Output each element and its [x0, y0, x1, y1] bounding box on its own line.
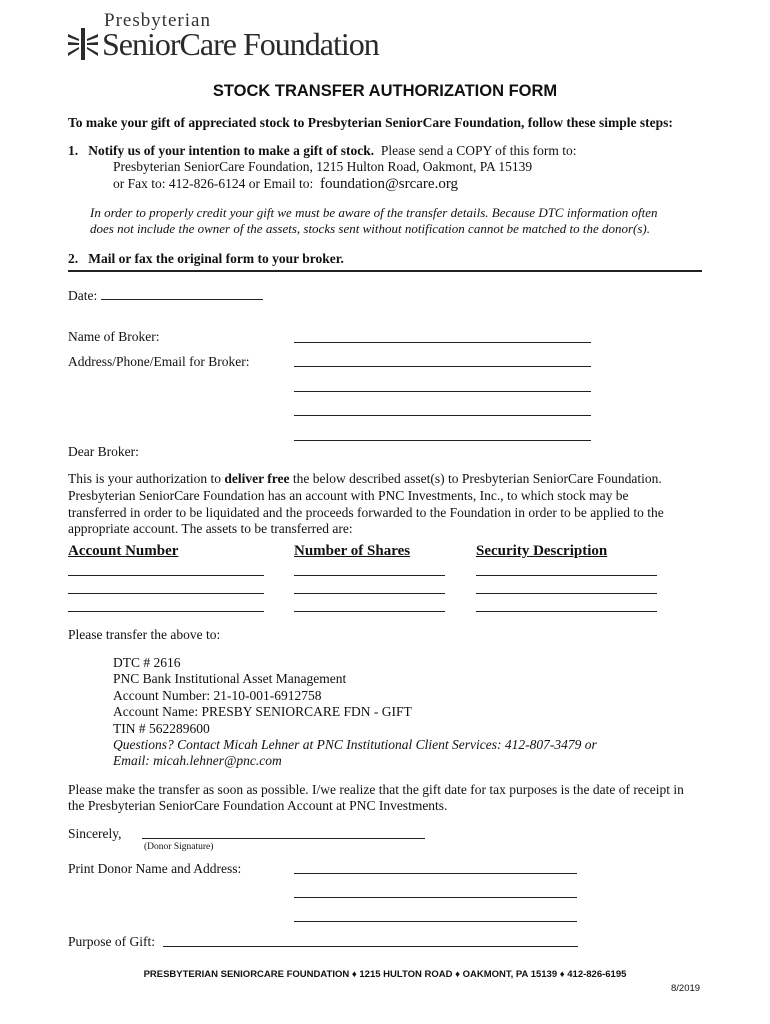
broker-name-label: Name of Broker:: [68, 329, 160, 344]
step2-heading: [68, 250, 344, 267]
page-title: STOCK TRANSFER AUTHORIZATION FORM: [212, 82, 558, 100]
donor-address-field-1[interactable]: [294, 873, 577, 874]
col-account-number: Account Number: [68, 543, 179, 559]
transfer-to: Please transfer the above to:: [68, 627, 221, 642]
asset-shares-field-1[interactable]: [294, 575, 445, 576]
col-number-of-shares: Number of Shares: [294, 543, 411, 559]
asap-line2: the Presbyterian SeniorCare Foundation Account at PNC Investments.: [68, 798, 448, 813]
broker-address-label: Address/Phone/Email for Broker:: [68, 354, 250, 369]
account-name: Account Name: PRESBY SENIORCARE FDN - GIFT: [113, 704, 412, 719]
col-security-description: Security Description: [476, 543, 608, 559]
step1-address: Presbyterian SeniorCare Foundation, 1215 Hulton Road, Oakmont, PA 15139: [113, 159, 533, 174]
step1-note-line1: In order to properly credit your gift we must be aware of the transfer details. Because DTC information often: [90, 205, 658, 220]
auth-line1-a: This is your authorization to: [68, 471, 225, 486]
purpose-field[interactable]: [163, 946, 578, 947]
asset-security-field-1[interactable]: [476, 575, 657, 576]
auth-line2: Presbyterian SeniorCare Foundation has an account with PNC Investments, Inc., to which stock may be: [68, 488, 629, 503]
asset-shares-field-3[interactable]: [294, 611, 445, 612]
tin: TIN # 562289600: [113, 721, 210, 736]
step2-text: Mail or fax the original form to your broker.: [88, 251, 344, 266]
donor-signature-caption: (Donor Signature): [144, 842, 214, 852]
asset-account-field-2[interactable]: [68, 593, 264, 594]
step1-heading: [68, 142, 576, 159]
diamond-icon: ♦: [559, 969, 565, 980]
print-donor-label: Print Donor Name and Address:: [68, 861, 242, 876]
auth-line4: appropriate account. The assets to be transferred are:: [68, 521, 353, 536]
divider: [68, 270, 702, 272]
asset-security-field-3[interactable]: [476, 611, 657, 612]
logo-mark-icon: [68, 28, 98, 60]
purpose-label: Purpose of Gift:: [68, 934, 155, 949]
step1-fax-line: [113, 175, 458, 193]
revision-date: 8/2019: [671, 983, 701, 994]
donor-address-field-3[interactable]: [294, 921, 577, 922]
step1-rest: Please send a COPY of this form to:: [380, 143, 577, 158]
diamond-icon: ♦: [455, 969, 460, 980]
broker-name-field[interactable]: [294, 342, 591, 343]
step1-email-link[interactable]: foundation@srcare.org: [319, 176, 459, 192]
logo-line2: SeniorCare Foundation: [102, 26, 379, 62]
sincerely: Sincerely,: [68, 826, 122, 841]
footer: [0, 969, 770, 980]
bank: PNC Bank Institutional Asset Management: [113, 671, 347, 686]
dtc: DTC # 2616: [113, 655, 181, 670]
auth-line1-b: deliver free: [224, 471, 290, 486]
step2-number: 2.: [68, 251, 79, 266]
step1-fax: or Fax to: 412-826-6124 or Email to:: [113, 176, 314, 191]
broker-address-field-1[interactable]: [294, 366, 591, 367]
step1-number: 1.: [68, 143, 79, 158]
auth-line1-c: the below described asset(s) to Presbyterian SeniorCare Foundation.: [289, 471, 662, 486]
step1-bold: Notify us of your intention to make a gift of stock.: [88, 143, 375, 158]
date-row: [68, 287, 263, 304]
asap-line1: Please make the transfer as soon as possible. I/we realize that the gift date for tax purposes is the date of receipt in: [68, 782, 684, 797]
intro-text: To make your gift of appreciated stock to Presbyterian SeniorCare Foundation, follow these simple steps:: [68, 115, 673, 130]
broker-address-field-2[interactable]: [294, 391, 591, 392]
donor-address-field-2[interactable]: [294, 897, 577, 898]
diamond-icon: ♦: [351, 969, 357, 980]
footer-address: 1215 HULTON ROAD: [359, 969, 453, 980]
footer-city: OAKMONT, PA 15139: [462, 969, 558, 980]
dear-broker: Dear Broker:: [68, 444, 139, 459]
broker-address-field-3[interactable]: [294, 415, 591, 416]
footer-phone: 412-826-6195: [567, 969, 627, 980]
questions-line1: Questions? Contact Micah Lehner at PNC Institutional Client Services: 412-807-3479 or: [113, 737, 597, 752]
auth-line3: transferred in order to be liquidated and the proceeds forwarded to the Foundation in order to be applied to the: [68, 505, 664, 520]
asset-security-field-2[interactable]: [476, 593, 657, 594]
date-field[interactable]: [101, 299, 263, 300]
questions-line2: Email: micah.lehner@pnc.com: [113, 753, 282, 768]
asset-shares-field-2[interactable]: [294, 593, 445, 594]
asset-account-field-1[interactable]: [68, 575, 264, 576]
step1-note-line2: does not include the owner of the assets, stocks sent without notification cannot be matched to the donor(s).: [90, 221, 651, 236]
broker-address-field-4[interactable]: [294, 440, 591, 441]
donor-signature-field[interactable]: [142, 838, 425, 839]
date-label: Date:: [68, 288, 98, 303]
account-number: Account Number: 21-10-001-6912758: [113, 688, 322, 703]
auth-line1: [68, 470, 662, 487]
logo-line1: Presbyterian: [104, 10, 211, 31]
footer-org: PRESBYTERIAN SENIORCARE FOUNDATION: [143, 969, 350, 980]
asset-account-field-3[interactable]: [68, 611, 264, 612]
